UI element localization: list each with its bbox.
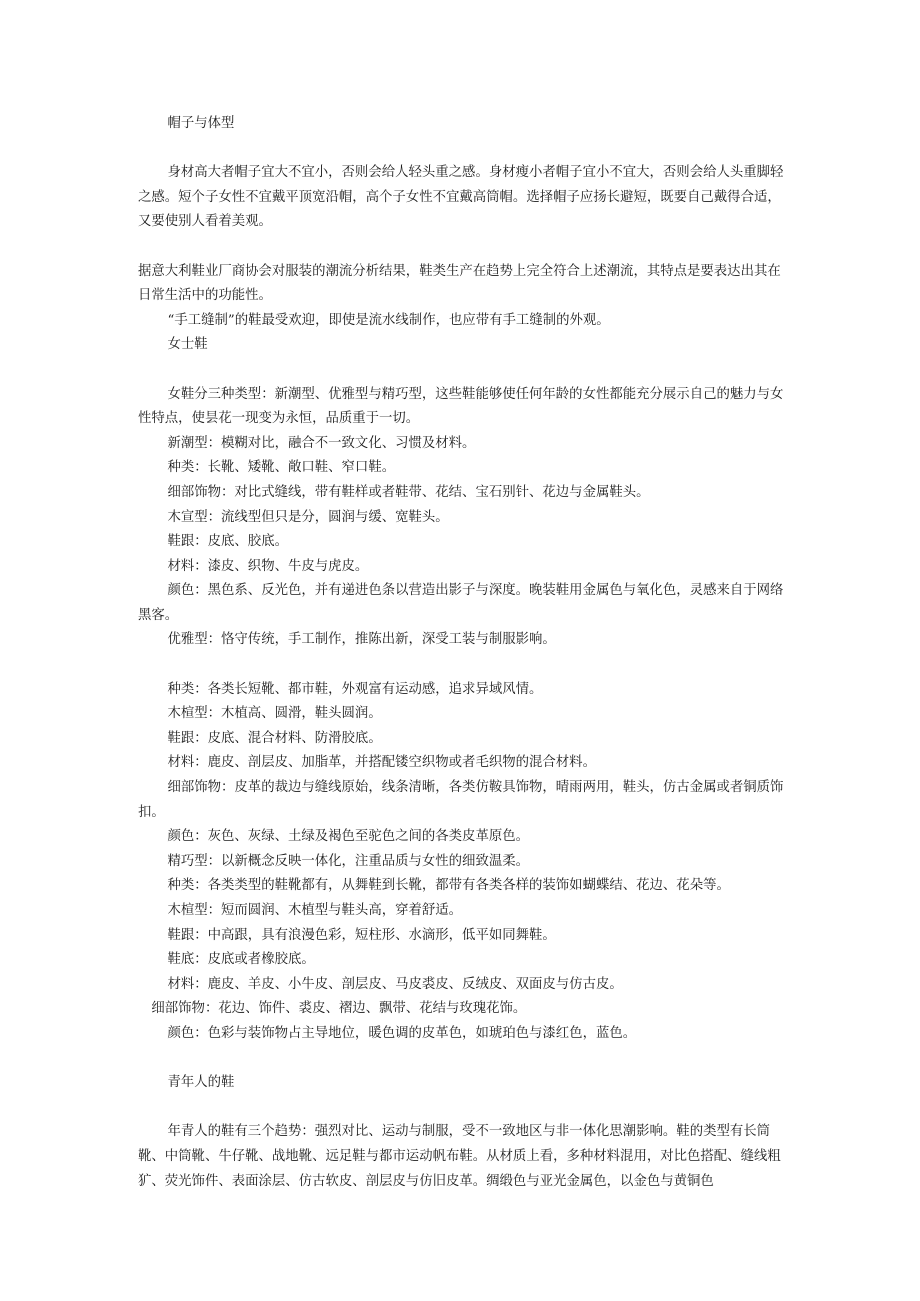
spacer [138,137,786,162]
list-item: 细部饰物：对比式缝线，带有鞋样或者鞋带、花结、宝石别针、花边与金属鞋头。 [167,484,650,500]
document-page [138,112,786,1194]
spacer [138,1047,786,1072]
paragraph-women-intro: 女鞋分三种类型：新潮型、优雅型与精巧型，这些鞋能够使任何年龄的女性都能充分展示自己的魅力与女性特点，使昙花一现变为永恒，品质重于一切。 [138,386,784,427]
paragraph-handmade: “手工缝制”的鞋最受欢迎，即使是流水线制作，也应带有手工缝制的外观。 [167,312,610,328]
list-item: 颜色：灰色、灰绿、土绿及褐色至驼色之间的各类皮革原色。 [167,829,530,845]
list-item: 鞋跟：皮底、胶底。 [167,534,288,550]
spacer [138,358,786,383]
list-item: 优雅型：恪守传统，手工制作，推陈出新，深受工装与制服影响。 [167,632,556,648]
list-item: 精巧型：以新概念反映一体化，注重品质与女性的细致温柔。 [167,853,530,869]
spacer [138,653,786,678]
list-item: 材料：漆皮、织物、牛皮与虎皮。 [167,558,369,574]
section-title-youth-shoes: 青年人的鞋 [167,1075,235,1091]
list-item: 鞋底：皮底或者橡胶底。 [167,952,315,968]
list-item: 种类：各类类型的鞋靴都有，从舞鞋到长靴，都带有各类各样的装饰如蝴蝶结、花边、花朵等。 [167,878,730,894]
spacer [138,235,786,260]
paragraph-hats: 身材高大者帽子宜大不宜小，否则会给人轻头重之感。身材瘦小者帽子宜小不宜大，否则会给人头重脚轻之感。短个子女性不宜戴平顶宽沿帽，高个子女性不宜戴高筒帽。选择帽子应扬长避短，既要自己戴得合适，又要使别人看着美观。 [138,165,784,230]
list-item: 鞋跟：中高跟，具有浪漫色彩，短柱形、水滴形，低平如同舞鞋。 [167,927,556,943]
spacer [138,1096,786,1121]
list-item: 材料：鹿皮、剖层皮、加脂革，并搭配镂空织物或者毛织物的混合材料。 [167,755,596,771]
list-item: 鞋跟：皮底、混合材料、防滑胶底。 [167,730,382,746]
list-item: 木楦型：木植高、圆滑，鞋头圆润。 [167,706,382,722]
list-item: 颜色：色彩与装饰物占主导地位，暖色调的皮革色，如琥珀色与漆红色，蓝色。 [167,1025,637,1041]
list-item: 颜色：黑色系、反光色，并有递进色条以营造出影子与深度。晚装鞋用金属色与氧化色，灵感来自于网络黑客。 [138,583,784,623]
section-title-women-shoes: 女士鞋 [167,337,208,353]
list-item: 木楦型：短而圆润、木植型与鞋头高，穿着舒适。 [167,903,463,918]
list-item: 种类：长靴、矮靴、敞口鞋、窄口鞋。 [167,460,396,476]
list-item: 材料：鹿皮、羊皮、小牛皮、剖层皮、马皮裘皮、反绒皮、双面皮与仿古皮。 [167,976,623,992]
list-item: 新潮型：模糊对比，融合不一致文化、习惯及材料。 [167,435,476,451]
list-item: 细部饰物：皮革的裁边与缝线原始，线条清晰，各类仿鞍具饰物，晴雨两用，鞋头，仿古金属或者铜质饰扣。 [138,780,784,820]
section-title-hats: 帽子与体型 [167,116,235,131]
list-item: 木宣型：流线型但只是分，圆润与缓、宽鞋头。 [167,509,449,525]
paragraph-youth: 年青人的鞋有三个趋势：强烈对比、运动与制服，受不一致地区与非一体化思潮影响。鞋的类型有长筒靴、中筒靴、牛仔靴、战地靴、远足鞋与都市运动帆布鞋。从材质上看，多种材料混用，对比色搭配、缝线粗犷、荧光饰件、表面涂层、仿古软皮、剖层皮与仿旧皮革。绸缎色与亚光金属色，以金色与黄铜色 [138,1124,781,1189]
list-item: 细部饰物：花边、饰件、裘皮、褶边、飘带、花结与玫瑰花饰。 [151,1001,527,1017]
list-item: 种类：各类长短靴、都市鞋，外观富有运动感，追求异域风情。 [167,681,543,697]
paragraph-trend: 据意大利鞋业厂商协会对服装的潮流分析结果，鞋类生产在趋势上完全符合上述潮流，其特点是要表达出其在日常生活中的功能性。 [138,263,781,304]
